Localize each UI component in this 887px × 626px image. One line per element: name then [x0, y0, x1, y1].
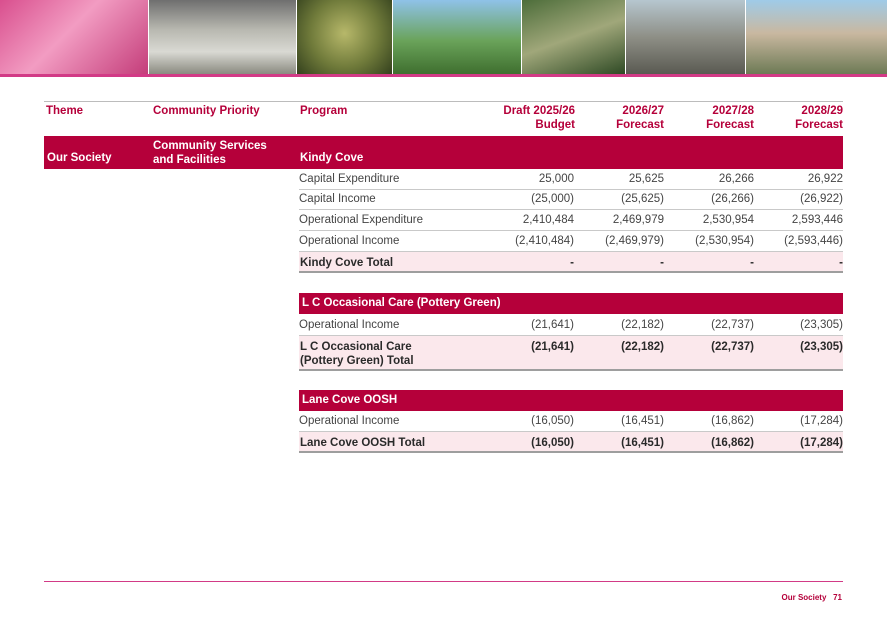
total-value: (21,641): [531, 341, 574, 353]
header-2028-29-line2: Forecast: [795, 119, 843, 131]
header-draft-budget: [474, 104, 575, 132]
header-2026-27-line1: 2026/27: [622, 105, 664, 117]
cell-value: (16,862): [711, 415, 754, 427]
cell-value: (25,625): [621, 193, 664, 205]
header-2026-27-line2: Forecast: [616, 119, 664, 131]
cell-value: (21,641): [531, 319, 574, 331]
cell-value: 2,593,446: [791, 214, 843, 226]
section-title-lane-cove-oosh: Lane Cove OOSH: [302, 394, 398, 406]
photo-plaza-building: [746, 0, 887, 74]
photo-banner: [0, 0, 887, 74]
cell-value: 26,266: [718, 173, 754, 185]
cell-value: (22,737): [711, 319, 754, 331]
total-label: Kindy Cove Total: [300, 257, 394, 269]
page-number: 71: [833, 593, 842, 602]
footer-rule: [44, 581, 843, 582]
photo-family-street: [626, 0, 746, 74]
total-label-line1: L C Occasional Care: [300, 341, 412, 353]
theme-label: Our Society: [47, 152, 112, 164]
section-band-lc-occasional-care: [299, 293, 843, 314]
total-value: (17,284): [800, 437, 843, 449]
cell-value: 2,530,954: [702, 214, 754, 226]
cell-value: (16,451): [621, 415, 664, 427]
cell-value: (16,050): [531, 415, 574, 427]
table-row: [299, 189, 843, 210]
table-row: [299, 315, 843, 336]
header-community-priority: Community Priority: [153, 105, 260, 117]
photo-frog: [297, 0, 393, 74]
total-value: (16,862): [711, 437, 754, 449]
table-row: [299, 411, 843, 432]
cell-value: (17,284): [800, 415, 843, 427]
cell-value: (23,305): [800, 319, 843, 331]
total-row-lane-cove-oosh: [299, 432, 843, 453]
cell-value: (22,182): [621, 319, 664, 331]
page-footer: [782, 593, 842, 602]
total-value: (22,182): [621, 341, 664, 353]
cell-value: (2,410,484): [515, 235, 574, 247]
total-value: -: [750, 257, 754, 269]
footer-section: Our Society: [781, 593, 827, 602]
header-2027-28: [664, 104, 754, 132]
total-label-line2: (Pottery Green) Total: [300, 355, 414, 367]
row-label: Operational Income: [299, 319, 400, 331]
cell-value: (25,000): [531, 193, 574, 205]
row-label: Operational Expenditure: [299, 214, 424, 226]
cell-value: 25,625: [628, 173, 664, 185]
section-title-kindy-cove: Kindy Cove: [300, 152, 364, 164]
header-2027-28-line2: Forecast: [706, 119, 754, 131]
cell-value: (2,530,954): [695, 235, 754, 247]
header-draft-budget-line1: Draft 2025/26: [503, 105, 575, 117]
row-label: Operational Income: [299, 235, 400, 247]
cell-value: (2,469,979): [605, 235, 664, 247]
total-label: Lane Cove OOSH Total: [300, 437, 426, 449]
photo-children-library: [0, 0, 149, 74]
total-value: -: [570, 257, 574, 269]
cell-value: 2,410,484: [522, 214, 574, 226]
cell-value: (2,593,446): [784, 235, 843, 247]
total-value: -: [839, 257, 843, 269]
header-2026-27: [574, 104, 664, 132]
header-theme: Theme: [46, 105, 84, 117]
cell-value: (26,266): [711, 193, 754, 205]
cell-value: 2,469,979: [612, 214, 664, 226]
total-row-lc-occasional-care: [299, 336, 843, 371]
photo-family-park: [393, 0, 522, 74]
section-title-lc-occasional-care: L C Occasional Care (Pottery Green): [302, 297, 501, 309]
photo-children-bushwalk: [522, 0, 626, 74]
header-2027-28-line1: 2027/28: [712, 105, 754, 117]
header-program: Program: [300, 105, 348, 117]
section-band-lane-cove-oosh: [299, 390, 843, 411]
banner-divider: [0, 74, 887, 77]
row-label: Capital Income: [299, 193, 376, 205]
total-value: (23,305): [800, 341, 843, 353]
total-value: -: [660, 257, 664, 269]
header-2028-29-line1: 2028/29: [801, 105, 843, 117]
total-label: [300, 340, 414, 368]
community-priority-label: [153, 139, 267, 167]
photo-ev-charging: [149, 0, 297, 74]
header-2028-29: [753, 104, 843, 132]
cell-value: 25,000: [538, 173, 574, 185]
table-row: [299, 231, 843, 252]
total-value: (22,737): [711, 341, 754, 353]
cell-value: (26,922): [800, 193, 843, 205]
total-value: (16,050): [531, 437, 574, 449]
header-draft-budget-line2: Budget: [535, 119, 575, 131]
header-rule: [44, 101, 843, 102]
community-priority-line2: and Facilities: [153, 154, 226, 166]
table-row: [299, 210, 843, 231]
row-label: Operational Income: [299, 415, 400, 427]
table-row: [299, 169, 843, 190]
total-row-kindy-cove: [299, 252, 843, 273]
total-value: (16,451): [621, 437, 664, 449]
community-priority-line1: Community Services: [153, 140, 267, 152]
row-label: Capital Expenditure: [299, 173, 400, 185]
theme-band: [44, 136, 843, 169]
cell-value: 26,922: [807, 173, 843, 185]
